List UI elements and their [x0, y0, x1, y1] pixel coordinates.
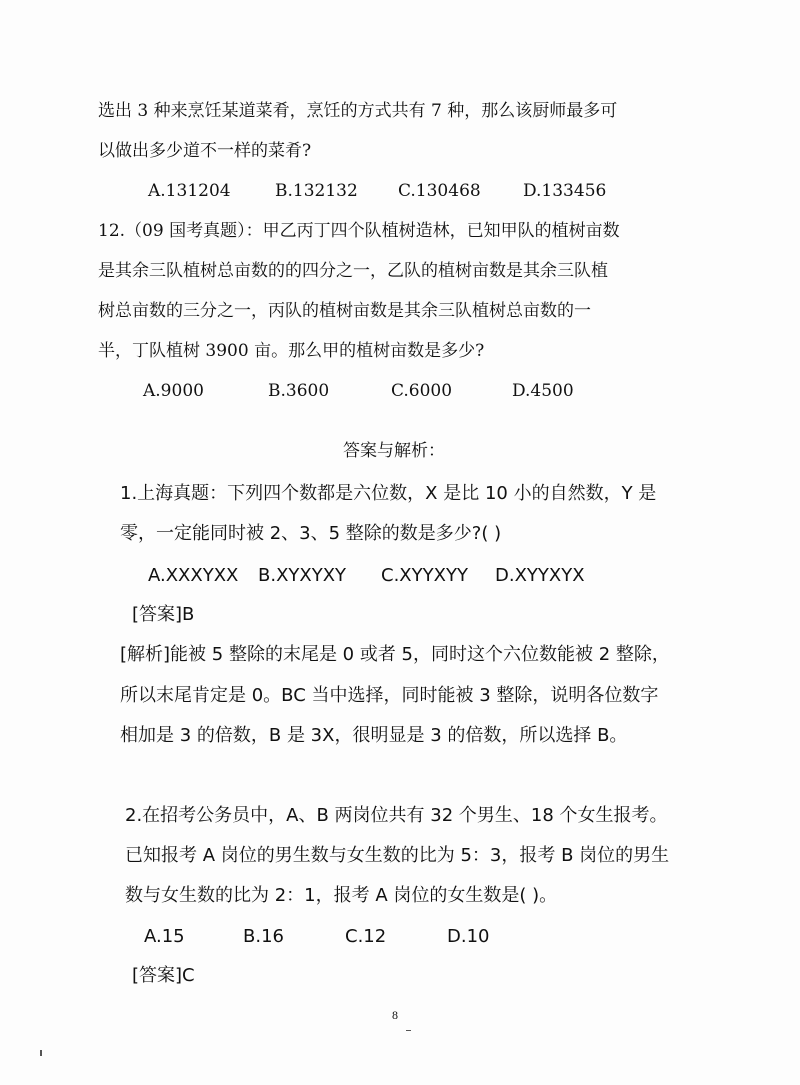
scan-speck: [40, 1050, 42, 1056]
a1-analysis-1: [解析]能被 5 整除的末尾是 0 或者 5，同时这个六位数能被 2 整除，: [120, 644, 670, 665]
a2-option-c: C.12: [345, 926, 387, 947]
a1-line-1: 1.上海真题：下列四个数都是六位数，X 是比 10 小的自然数，Y 是: [120, 483, 657, 504]
a1-option-b: B.XYXYXY: [258, 565, 347, 586]
a2-line-3: 数与女生数的比为 2：1，报考 A 岗位的女生数是( )。: [125, 885, 558, 906]
q12-option-c: C.6000: [391, 381, 453, 401]
q12-line-1: 12.（09 国考真题）：甲乙丙丁四个队植树造林，已知甲队的植树亩数: [98, 221, 620, 241]
q12-option-a: A.9000: [143, 381, 204, 401]
a1-option-d: D.XYYXYX: [495, 565, 585, 586]
answers-heading: 答案与解析：: [343, 441, 445, 461]
q11-option-d: D.133456: [523, 181, 607, 201]
scan-speck: [406, 1030, 411, 1031]
a2-line-2: 已知报考 A 岗位的男生数与女生数的比为 5：3，报考 B 岗位的男生: [125, 845, 670, 866]
q11-option-c: C.130468: [398, 181, 481, 201]
a2-line-1: 2.在招考公务员中，A、B 两岗位共有 32 个男生、18 个女生报考。: [125, 805, 668, 826]
a1-analysis-2: 所以末尾肯定是 0。BC 当中选择，同时能被 3 整除，说明各位数字: [120, 685, 659, 706]
a1-answer: [答案]B: [132, 604, 195, 625]
a2-option-d: D.10: [447, 926, 490, 947]
q12-line-4: 半，丁队植树 3900 亩。那么甲的植树亩数是多少?: [98, 341, 485, 361]
a2-answer: [答案]C: [132, 965, 195, 986]
q12-option-d: D.4500: [512, 381, 574, 401]
q11-option-a: A.131204: [148, 181, 231, 201]
q12-option-b: B.3600: [268, 381, 330, 401]
q12-line-2: 是其余三队植树总亩数的的四分之一，乙队的植树亩数是其余三队植: [98, 261, 608, 281]
a1-option-a: A.XXXYXX: [148, 565, 239, 586]
a1-analysis-3: 相加是 3 的倍数，B 是 3X，很明显是 3 的倍数，所以选择 B。: [120, 725, 628, 746]
q11-option-b: B.132132: [275, 181, 358, 201]
a2-option-b: B.16: [243, 926, 284, 947]
a1-line-2: 零，一定能同时被 2、3、5 整除的数是多少?( ): [120, 523, 502, 544]
q12-line-3: 树总亩数的三分之一，丙队的植树亩数是其余三队植树总亩数的一: [98, 301, 591, 321]
page-number: 8: [392, 1008, 398, 1022]
q11-line-2: 以做出多少道不一样的菜肴?: [98, 141, 312, 161]
a1-option-c: C.XYYXYY: [381, 565, 468, 586]
a2-option-a: A.15: [144, 926, 185, 947]
q11-line-1: 选出 3 种来烹饪某道菜肴，烹饪的方式共有 7 种，那么该厨师最多可: [98, 101, 618, 121]
